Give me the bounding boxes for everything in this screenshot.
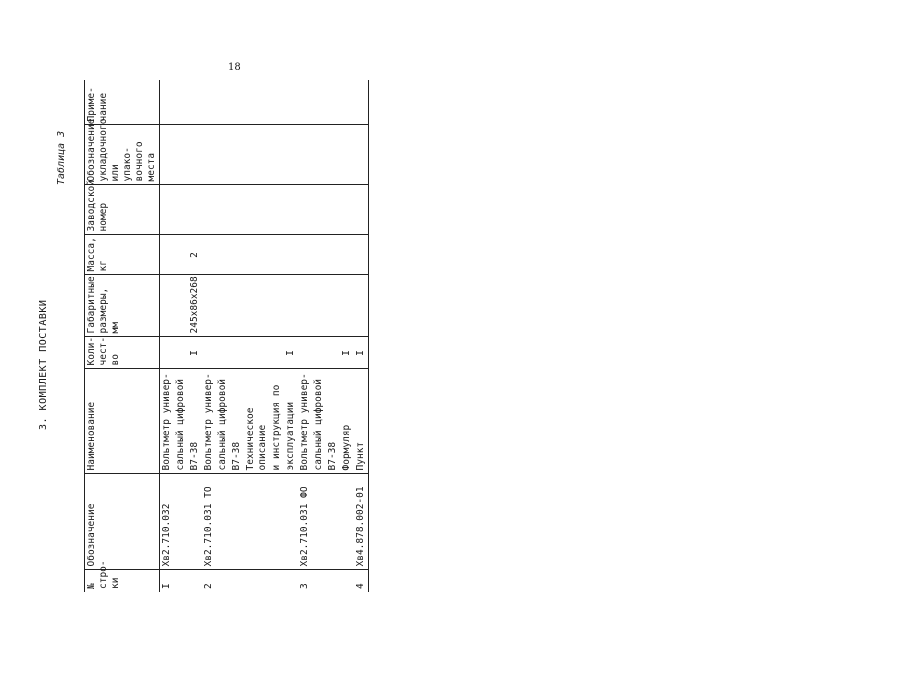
table-row [230,80,244,592]
cell-pack [354,125,369,185]
cell-code [326,474,340,570]
cell-name: Формуляр [340,369,354,474]
cell-line [230,570,244,592]
table-row [326,80,340,592]
cell-note [244,80,270,125]
cell-dim [202,275,216,337]
table-caption: Таблица 3 [56,130,67,185]
cell-note [298,80,312,125]
cell-note [312,80,326,125]
cell-name: Вольтметр универ- [160,369,175,474]
cell-dim [244,275,270,337]
cell-pack [298,125,312,185]
cell-code [188,474,202,570]
header-packing-place: Обозначение укладочного или упако- вочного места [85,125,160,185]
cell-note [284,80,298,125]
table-row [312,80,326,592]
cell-serial [160,185,175,235]
cell-qty [326,337,340,369]
cell-name: Вольтметр универ- [202,369,216,474]
cell-dim [160,275,175,337]
cell-note [326,80,340,125]
cell-serial [354,185,369,235]
cell-line [244,570,270,592]
cell-dim [284,275,298,337]
cell-pack [340,125,354,185]
cell-serial [244,185,270,235]
cell-name: эксплуатации [284,369,298,474]
rotated-sheet [38,80,398,640]
cell-qty: I [284,337,298,369]
cell-line [270,570,284,592]
cell-mass [174,235,188,275]
table-row [270,80,284,592]
cell-mass [284,235,298,275]
cell-dim [326,275,340,337]
cell-qty [312,337,326,369]
cell-serial [174,185,188,235]
section-title: 3. КОМПЛЕКТ ПОСТАВКИ [38,299,49,430]
header-line: № стро- ки [85,570,160,592]
cell-line: 2 [203,583,214,589]
header-qty: Коли- чест- во [85,337,160,369]
cell-pack [230,125,244,185]
cell-pack [326,125,340,185]
header-code: Обозначение [85,474,160,570]
cell-line [312,570,326,592]
cell-mass [160,235,175,275]
cell-qty: I [188,337,202,369]
cell-line [174,570,188,592]
cell-dim [216,275,230,337]
cell-name: Техническое описание [244,369,270,474]
cell-dim [174,275,188,337]
cell-serial [202,185,216,235]
cell-pack [284,125,298,185]
cell-mass [216,235,230,275]
cell-name: Вольтметр универ- [298,369,312,474]
cell-dim: 245х86х268 [188,275,202,337]
table-row [298,80,312,592]
cell-serial [216,185,230,235]
cell-code [174,474,188,570]
cell-name: В7-38 [326,369,340,474]
cell-note [160,80,175,125]
table-row [202,80,216,592]
cell-qty [160,337,175,369]
table-row [160,80,175,592]
table-row [188,80,202,592]
cell-note [202,80,216,125]
cell-code [244,474,270,570]
table-row [354,80,369,592]
cell-dim [312,275,326,337]
cell-note [354,80,369,125]
cell-mass [354,235,369,275]
table-row [216,80,230,592]
cell-mass [298,235,312,275]
cell-line [284,570,298,592]
header-mass: Масса, кг [85,235,160,275]
cell-name: В7-38 [230,369,244,474]
cell-name: сальный цифровой [174,369,188,474]
cell-dim [298,275,312,337]
cell-note [230,80,244,125]
table-row [284,80,298,592]
cell-code [340,474,354,570]
header-name: Наименование [85,369,160,474]
cell-note [174,80,188,125]
cell-serial [340,185,354,235]
cell-line: I [161,583,172,589]
cell-serial [230,185,244,235]
cell-serial [312,185,326,235]
cell-serial [270,185,284,235]
cell-code: Хв2.710.032 [160,474,175,570]
cell-dim [230,275,244,337]
cell-code [230,474,244,570]
cell-qty [270,337,284,369]
cell-line [340,570,354,592]
cell-qty [244,337,270,369]
cell-pack [312,125,326,185]
cell-line: 4 [355,583,366,589]
cell-mass [230,235,244,275]
table-row [174,80,188,592]
cell-pack [244,125,270,185]
cell-pack [270,125,284,185]
header-serial: Заводской номер [85,185,160,235]
cell-name: В7-38 [188,369,202,474]
cell-serial [298,185,312,235]
cell-mass: 2 [188,235,202,275]
cell-name: Пункт [354,369,369,474]
delivery-table [84,80,369,592]
cell-qty [230,337,244,369]
cell-line: 3 [299,583,310,589]
cell-code [270,474,284,570]
table-header-row [85,80,160,592]
page-number: 18 [228,62,241,73]
table-row [340,80,354,592]
cell-note [188,80,202,125]
cell-pack [160,125,175,185]
cell-code [312,474,326,570]
cell-line [326,570,340,592]
cell-dim [340,275,354,337]
cell-qty [174,337,188,369]
cell-code: Хв2.710.031 ФО [298,474,312,570]
cell-dim [270,275,284,337]
cell-pack [202,125,216,185]
cell-mass [326,235,340,275]
cell-qty: I [354,337,369,369]
header-note: Приме- чание [85,80,160,125]
cell-pack [216,125,230,185]
cell-qty [216,337,230,369]
cell-pack [188,125,202,185]
cell-qty: I [340,337,354,369]
cell-mass [340,235,354,275]
cell-line [188,570,202,592]
cell-note [340,80,354,125]
cell-qty [298,337,312,369]
cell-mass [312,235,326,275]
cell-dim [354,275,369,337]
cell-name: сальный цифровой [216,369,230,474]
cell-mass [202,235,216,275]
cell-line [216,570,230,592]
cell-code: Хв4.878.002-01 [354,474,369,570]
cell-pack [174,125,188,185]
cell-code: Хв2.710.031 ТО [202,474,216,570]
table-row [244,80,270,592]
cell-mass [270,235,284,275]
cell-code [216,474,230,570]
cell-note [216,80,230,125]
cell-qty [202,337,216,369]
cell-serial [284,185,298,235]
cell-note [270,80,284,125]
cell-name: и инструкция по [270,369,284,474]
cell-mass [244,235,270,275]
cell-name: сальный цифровой [312,369,326,474]
cell-serial [326,185,340,235]
header-dimensions: Габаритные размеры, мм [85,275,160,337]
cell-serial [188,185,202,235]
cell-code [284,474,298,570]
